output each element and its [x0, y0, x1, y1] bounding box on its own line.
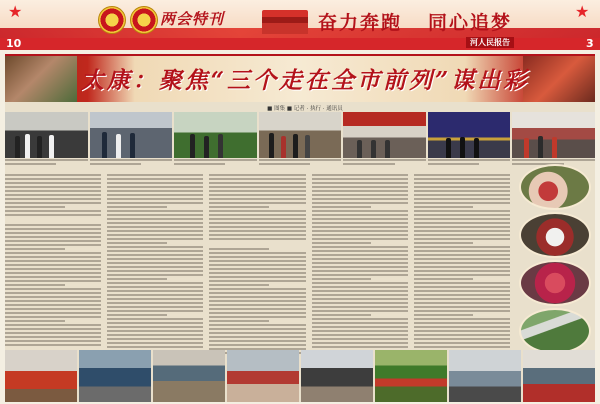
text-line	[312, 314, 372, 316]
text-line	[107, 338, 203, 340]
text-line	[312, 318, 408, 320]
text-line	[5, 190, 101, 192]
slogan-left: 奋力奔跑	[318, 12, 403, 34]
text-line	[414, 174, 510, 176]
text-line	[5, 304, 101, 306]
text-line	[107, 270, 203, 272]
text-line	[209, 276, 305, 278]
special-issue-label: 两会特刊	[160, 10, 225, 28]
text-line	[312, 178, 408, 180]
text-line	[209, 260, 305, 262]
text-line	[209, 304, 305, 306]
text-line	[107, 306, 203, 308]
text-line	[5, 202, 101, 204]
text-line	[414, 234, 510, 236]
text-line	[414, 250, 510, 252]
text-line	[312, 262, 408, 264]
text-line	[312, 246, 408, 248]
text-line	[107, 254, 203, 256]
text-line	[414, 238, 510, 240]
news-photo	[259, 112, 342, 158]
text-line	[107, 182, 203, 184]
text-line	[5, 344, 101, 346]
page-number-right: 3	[586, 37, 594, 50]
text-line	[107, 214, 203, 216]
text-line	[5, 312, 101, 314]
headline-band	[5, 56, 595, 102]
text-line	[209, 218, 305, 220]
text-line	[107, 226, 203, 228]
news-photo	[90, 112, 173, 158]
text-line	[107, 318, 203, 320]
news-photo	[512, 112, 595, 158]
text-line	[209, 210, 305, 212]
text-line	[5, 248, 65, 250]
text-line	[312, 250, 408, 252]
text-line	[312, 306, 408, 308]
text-line	[312, 294, 408, 296]
text-line	[5, 236, 101, 238]
news-photo	[523, 350, 595, 402]
text-line	[414, 242, 474, 244]
headline: 太康：聚焦“三个走在全市前列”谋出彩	[80, 67, 530, 94]
text-line	[312, 254, 408, 256]
text-line	[5, 228, 101, 230]
text-line	[5, 296, 101, 298]
text-line	[414, 194, 510, 196]
text-line	[209, 312, 305, 314]
text-line	[209, 320, 269, 322]
text-line	[5, 272, 101, 274]
text-line	[312, 334, 408, 336]
text-line	[414, 190, 510, 192]
text-line	[312, 202, 408, 204]
text-line	[5, 340, 101, 342]
news-photo	[227, 350, 299, 402]
text-line	[107, 194, 203, 196]
text-line	[312, 218, 408, 220]
text-line	[414, 198, 510, 200]
text-line	[209, 288, 305, 290]
text-line	[209, 292, 305, 294]
text-line	[312, 182, 408, 184]
tiananmen-graphic	[262, 10, 308, 34]
text-line	[209, 238, 305, 240]
text-line	[414, 266, 510, 268]
text-line	[312, 270, 408, 272]
text-line	[107, 298, 203, 300]
news-photo	[428, 112, 511, 158]
text-line	[107, 246, 203, 248]
byline: ■ 图集 ■ 记者 · 执行 · 通讯员	[267, 106, 343, 112]
text-line	[414, 270, 510, 272]
text-line	[5, 332, 101, 334]
text-line	[209, 256, 305, 258]
text-line	[107, 174, 203, 176]
text-line	[414, 218, 510, 220]
text-line	[209, 222, 305, 224]
text-line	[414, 262, 510, 264]
text-line	[5, 336, 101, 338]
news-photo	[343, 112, 426, 158]
text-line	[209, 198, 305, 200]
text-line	[5, 214, 101, 216]
national-emblem-icon	[98, 6, 126, 34]
text-line	[414, 314, 474, 316]
text-line	[414, 254, 510, 256]
text-line	[209, 340, 305, 342]
text-line	[107, 206, 167, 208]
text-line	[107, 334, 203, 336]
text-line	[209, 226, 305, 228]
text-line	[312, 206, 372, 208]
text-line	[312, 258, 408, 260]
text-line	[414, 230, 510, 232]
text-line	[414, 210, 510, 212]
text-line	[107, 258, 203, 260]
text-line	[414, 246, 510, 248]
text-line	[209, 202, 305, 204]
photo-caption	[5, 159, 88, 173]
text-line	[312, 238, 408, 240]
text-line	[414, 178, 510, 180]
text-line	[414, 298, 510, 300]
text-line	[5, 256, 101, 258]
text-line	[107, 222, 203, 224]
news-photo	[5, 112, 88, 158]
text-line	[209, 194, 305, 196]
text-line	[5, 308, 101, 310]
text-line	[209, 344, 305, 346]
text-line	[209, 328, 305, 330]
text-line	[312, 234, 408, 236]
text-line	[414, 330, 510, 332]
news-photo	[153, 350, 225, 402]
text-line	[312, 302, 408, 304]
text-line	[312, 346, 408, 348]
text-line	[5, 276, 101, 278]
text-line	[209, 268, 305, 270]
text-line	[5, 174, 101, 176]
text-line	[312, 278, 372, 280]
text-line	[209, 234, 305, 236]
text-line	[414, 294, 510, 296]
text-line	[414, 306, 510, 308]
text-line	[312, 214, 408, 216]
star-icon: ★	[8, 2, 23, 21]
text-line	[107, 210, 203, 212]
text-line	[107, 286, 203, 288]
text-line	[5, 186, 101, 188]
text-line	[312, 226, 408, 228]
text-line	[5, 320, 65, 322]
text-line	[209, 248, 269, 250]
text-line	[107, 322, 203, 324]
text-line	[5, 182, 101, 184]
text-line	[312, 194, 408, 196]
text-line	[107, 330, 203, 332]
photo-caption	[428, 159, 511, 173]
text-line	[312, 274, 408, 276]
photo-captions	[5, 159, 595, 173]
news-photo	[5, 350, 77, 402]
news-photo	[375, 350, 447, 402]
text-line	[209, 206, 269, 208]
text-line	[5, 194, 101, 196]
text-line	[107, 190, 203, 192]
text-line	[5, 280, 101, 282]
oval-photo	[519, 260, 591, 306]
text-line	[209, 264, 305, 266]
text-line	[107, 278, 167, 280]
text-line	[414, 342, 510, 344]
text-line	[107, 294, 203, 296]
oval-photo	[519, 212, 591, 258]
text-line	[209, 280, 305, 282]
text-line	[312, 266, 408, 268]
text-line	[107, 230, 203, 232]
text-line	[209, 296, 305, 298]
text-line	[107, 234, 203, 236]
text-line	[414, 258, 510, 260]
text-line	[5, 178, 101, 180]
text-line	[5, 264, 101, 266]
text-line	[414, 222, 510, 224]
text-line	[414, 310, 510, 312]
text-line	[107, 242, 167, 244]
photo-strip-bottom	[5, 350, 595, 402]
photo-caption	[174, 159, 257, 173]
text-line	[209, 308, 305, 310]
text-line	[107, 178, 203, 180]
text-line	[312, 242, 372, 244]
text-line	[312, 342, 408, 344]
text-line	[414, 202, 510, 204]
text-line	[312, 298, 408, 300]
text-line	[414, 326, 510, 328]
text-line	[414, 278, 474, 280]
oval-photo	[519, 308, 591, 354]
text-line	[414, 274, 510, 276]
text-line	[312, 186, 408, 188]
news-photo	[174, 112, 257, 158]
text-line	[414, 206, 474, 208]
text-line	[107, 342, 203, 344]
text-line	[312, 330, 408, 332]
text-line	[5, 206, 65, 208]
text-line	[209, 332, 305, 334]
text-line	[414, 186, 510, 188]
text-line	[414, 290, 510, 292]
text-line	[107, 290, 203, 292]
masthead	[0, 0, 600, 50]
text-line	[209, 178, 305, 180]
text-line	[312, 322, 408, 324]
text-line	[209, 284, 269, 286]
text-line	[414, 318, 510, 320]
text-line	[107, 274, 203, 276]
text-line	[5, 198, 101, 200]
text-line	[107, 282, 203, 284]
text-line	[312, 338, 408, 340]
text-line	[414, 214, 510, 216]
text-line	[312, 282, 408, 284]
text-line	[107, 186, 203, 188]
text-line	[107, 262, 203, 264]
text-line	[209, 214, 305, 216]
text-line	[414, 182, 510, 184]
text-line	[5, 268, 101, 270]
text-line	[107, 218, 203, 220]
text-line	[107, 346, 203, 348]
text-line	[209, 190, 305, 192]
text-line	[312, 174, 408, 176]
slogan-right: 同心追梦	[428, 12, 513, 34]
text-line	[312, 290, 408, 292]
text-line	[107, 198, 203, 200]
text-line	[414, 302, 510, 304]
text-line	[414, 346, 510, 348]
text-line	[209, 336, 305, 338]
photo-caption	[343, 159, 426, 173]
text-line	[5, 324, 101, 326]
text-line	[209, 174, 305, 176]
text-line	[312, 326, 408, 328]
text-line	[414, 282, 510, 284]
text-line	[209, 252, 305, 254]
text-line	[209, 316, 305, 318]
section-label: 河人民报告	[466, 37, 514, 48]
text-line	[209, 186, 305, 188]
photo-caption	[90, 159, 173, 173]
text-line	[5, 210, 101, 212]
text-line	[312, 190, 408, 192]
text-line	[312, 198, 408, 200]
text-line	[5, 300, 101, 302]
text-line	[107, 238, 203, 240]
text-line	[312, 210, 408, 212]
text-line	[312, 286, 408, 288]
news-photo	[301, 350, 373, 402]
text-line	[209, 324, 305, 326]
text-line	[5, 328, 101, 330]
text-line	[5, 244, 101, 246]
star-icon: ★	[575, 2, 590, 21]
text-line	[414, 338, 510, 340]
text-line	[5, 316, 101, 318]
text-line	[5, 240, 101, 242]
text-line	[5, 292, 101, 294]
text-line	[107, 326, 203, 328]
text-line	[209, 300, 305, 302]
feature-spread	[5, 54, 595, 402]
headline-photo-left	[5, 56, 77, 102]
photo-caption	[259, 159, 342, 173]
text-line	[107, 202, 203, 204]
news-photo	[449, 350, 521, 402]
text-line	[107, 314, 167, 316]
text-line	[414, 334, 510, 336]
text-line	[5, 252, 101, 254]
oval-photo	[519, 164, 591, 210]
text-line	[107, 250, 203, 252]
page-number-left: 10	[6, 37, 22, 50]
text-line	[209, 182, 305, 184]
text-line	[414, 322, 510, 324]
text-line	[5, 288, 101, 290]
text-line	[312, 230, 408, 232]
text-line	[414, 226, 510, 228]
text-line	[414, 286, 510, 288]
text-line	[312, 222, 408, 224]
text-line	[107, 266, 203, 268]
party-emblem-icon	[130, 6, 158, 34]
text-line	[209, 272, 305, 274]
text-line	[209, 230, 305, 232]
text-line	[312, 310, 408, 312]
text-line	[5, 284, 65, 286]
text-line	[5, 232, 101, 234]
text-line	[5, 260, 101, 262]
text-line	[107, 310, 203, 312]
text-line	[107, 302, 203, 304]
text-line	[5, 224, 101, 226]
news-photo	[79, 350, 151, 402]
photo-strip-top	[5, 112, 595, 158]
